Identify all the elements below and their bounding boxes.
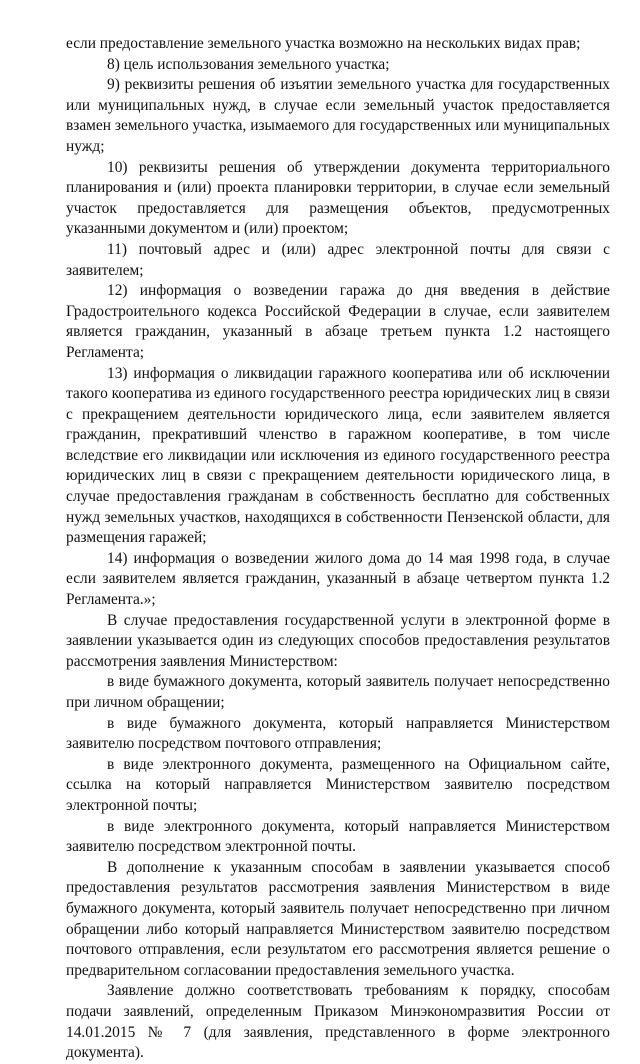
paragraph-item-8: 8) цель использования земельного участка;	[107, 55, 390, 73]
paragraph-item-10: 10) реквизиты решения об утверждении документа территориального планирования и (или) проекта планировки территории, в случае если земельный участок предоставляется для размещения объектов, предусмотренных указанными документом и (или) проектом;	[66, 158, 610, 238]
paragraph-electronic-form: В случае предоставления государственной услуги в электронной форме в заявлении указывается один из следующих способов предоставления результатов рассмотрения заявления Министерством:	[66, 611, 610, 670]
paragraph-item-14: 14) информация о возведении жилого дома до 14 мая 1998 года, в случае если заявителем является гражданин, указанный в абзаце четвертом пункта 1.2 Регламента.»;	[66, 549, 610, 609]
paragraph-item-9: 9) реквизиты решения об изъятии земельного участка для государственных или муниципальных нужд, в случае если земельный участок предоставляется взамен земельного участка, изымаемого для государственных или муниципальных нужд;	[66, 76, 610, 155]
document-page	[66, 34, 610, 1064]
paragraph-item-11: 11) почтовый адрес и (или) адрес электронной почты для связи с заявителем;	[66, 240, 610, 279]
paragraph-item-13: 13) информация о ликвидации гаражного кооператива или об исключении такого кооператива из единого государственного реестра юридических лиц в связи с прекращением деятельности юридического лица, если заявителем является гражданин, прекративший членство в гаражном кооперативе, в том числе вследствие его ликвидации или исключения из единого государственного реестра юридических лиц в связи с прекращением деятельности юридического лица, в случае предоставления гражданам в собственность бесплатно для собственных нужд земельных участков, находящихся в собственности Пензенской области, для размещения гаражей;	[66, 364, 610, 547]
paragraph-continuation: если предоставление земельного участка возможно на нескольких видах прав;	[66, 35, 581, 52]
paragraph-method-electronic-site: в виде электронного документа, размещенного на Официальном сайте, ссылка на который направляется Министерством заявителю посредством электронной почты;	[66, 755, 610, 814]
paragraph-requirements: Заявление должно соответствовать требованиям к порядку, способам подачи заявлений, определенным Приказом Минэкономразвития России от 14.01.2015 № 7 (для заявления, представленного в форме электронного документа).	[66, 982, 610, 1062]
paragraph-method-paper-post: в виде бумажного документа, который направляется Министерством заявителю посредством почтового отправления;	[66, 714, 610, 753]
paragraph-method-paper-personal: в виде бумажного документа, который заявитель получает непосредственно при личном обращении;	[66, 673, 610, 711]
paragraph-additional-method: В дополнение к указанным способам в заявлении указывается способ предоставления результатов рассмотрения заявления Министерством в виде бумажного документа, который заявитель получает непосредственно при личном обращении либо который направляется Министерством заявителю посредством почтового отправления, если результатом его рассмотрения является решение о предварительном согласовании предоставления земельного участка.	[66, 858, 610, 979]
paragraph-item-12: 12) информация о возведении гаража до дня введения в действие Градостроительного кодекса Российской Федерации в случае, если заявителем является гражданин, указанный в абзаце третьем пункта 1.2 настоящего Регламента;	[66, 282, 610, 361]
paragraph-method-electronic-email: в виде электронного документа, который направляется Министерством заявителю посредством электронной почты.	[66, 817, 610, 856]
